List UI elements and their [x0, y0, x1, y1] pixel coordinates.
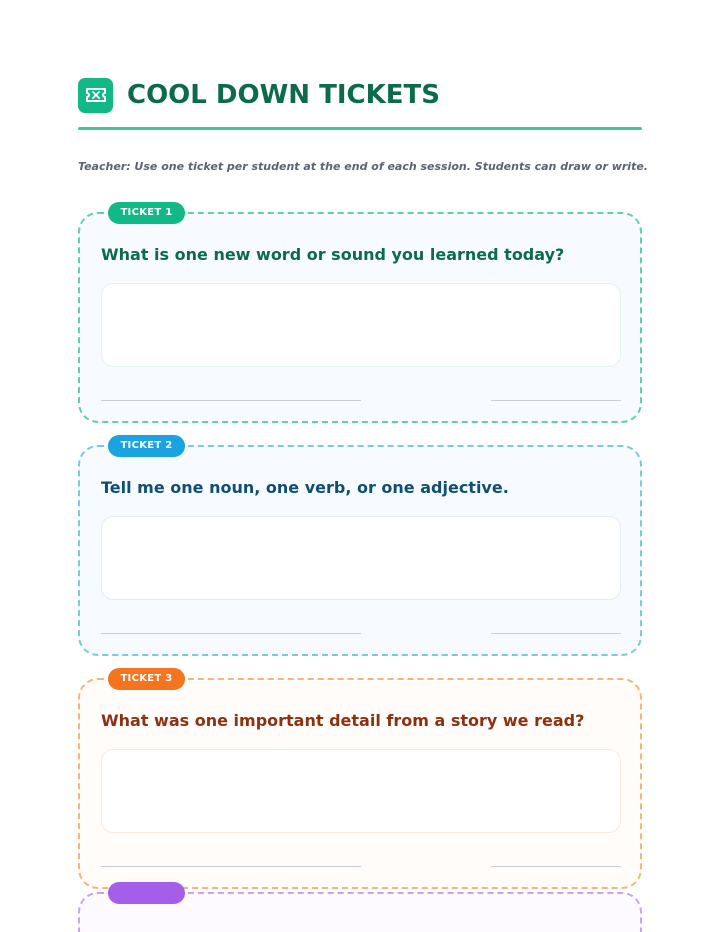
ticket-question: What is one new word or sound you learned today?	[101, 245, 565, 264]
page-header	[78, 77, 642, 113]
ticket-card-4	[78, 892, 642, 932]
writing-line-name	[101, 400, 361, 401]
ticket-card-1	[78, 207, 642, 423]
answer-box[interactable]	[101, 749, 621, 833]
teacher-instructions: Teacher: Use one ticket per student at the end of each session. Students can draw or write.	[78, 160, 648, 173]
ticket-card-3	[78, 673, 642, 889]
answer-box[interactable]	[101, 516, 621, 600]
page-title: COOL DOWN TICKETS	[127, 80, 440, 110]
writing-line-name	[101, 633, 361, 634]
answer-box[interactable]	[101, 283, 621, 367]
ticket-card-2	[78, 440, 642, 656]
writing-line-date	[491, 400, 621, 401]
writing-line-name	[101, 866, 361, 867]
ticket-icon-glyph	[85, 87, 107, 103]
ticket-badge	[108, 882, 185, 904]
ticket-icon	[78, 78, 113, 113]
ticket-badge: TICKET 1	[108, 202, 185, 224]
ticket-badge: TICKET 2	[108, 435, 185, 457]
ticket-question: Tell me one noun, one verb, or one adjective.	[101, 478, 509, 497]
ticket-badge: TICKET 3	[108, 668, 185, 690]
ticket-question: What was one important detail from a story we read?	[101, 711, 585, 730]
writing-line-date	[491, 633, 621, 634]
header-divider	[78, 127, 642, 130]
writing-line-date	[491, 866, 621, 867]
